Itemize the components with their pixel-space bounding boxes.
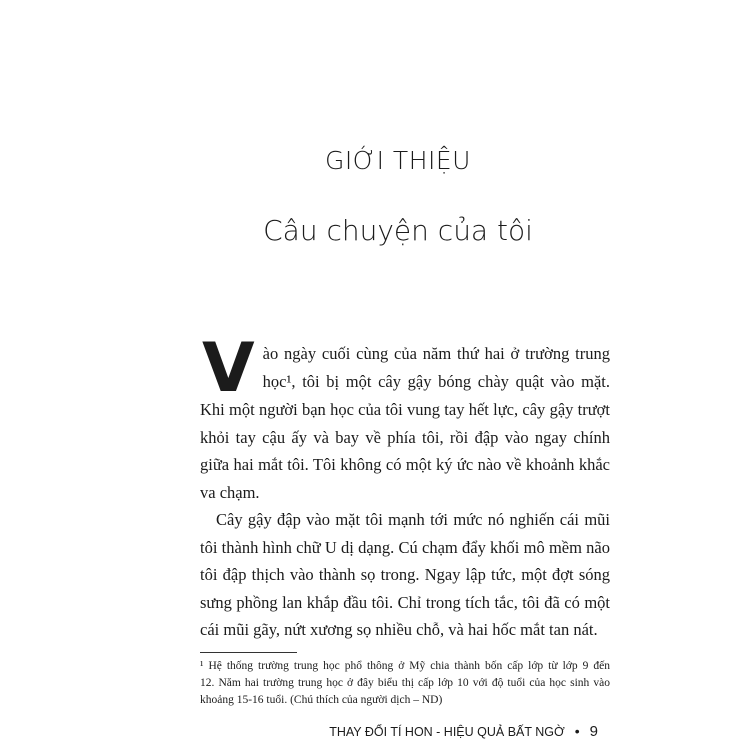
running-footer — [200, 723, 610, 740]
body-line: Cây gậy đập vào mặt tôi mạnh tới mức nó nghiến cái mũi — [216, 510, 610, 529]
drop-cap: V — [202, 329, 255, 408]
body-line: sưng phồng lan khắp đầu tôi. Chỉ trong tích tắc, tôi đã có một — [200, 592, 610, 612]
footnote-divider — [200, 652, 297, 653]
body-line: học¹, tôi bị một cây gậy bóng chày quật vào mặt. — [262, 371, 610, 391]
body-line: khỏi tay cậu ấy và bay về phía tôi, rồi đập vào ngay chính — [200, 427, 610, 447]
body-line: tôi thành hình chữ U dị dạng. Cú chạm đẩy khối mô mềm não — [200, 537, 610, 557]
body-line: tôi đập thịch vào thành sọ trong. Ngay lập tức, một đợt sóng — [200, 565, 610, 584]
page-column — [200, 329, 610, 740]
body-line: va chạm. — [200, 482, 260, 502]
footer-bullet: • — [574, 722, 580, 739]
chapter-title: GIỚI THIỆU — [325, 146, 471, 175]
body-line: ào ngày cuối cùng của năm thứ hai ở trường trung — [262, 344, 610, 363]
footnote — [200, 658, 610, 709]
body-line: Khi một người bạn học của tôi vung tay hết lực, cây gậy trượt — [200, 400, 610, 419]
body-line: giữa hai mắt tôi. Tôi không có một ký ức nào về khoảnh khắc — [200, 455, 610, 474]
body-line: cái mũi gãy, nứt xương sọ nhiều chỗ, và hai hốc mắt tan nát. — [200, 620, 598, 639]
footnote-line: ¹ Hệ thống trường trung học phổ thông ở Mỹ chia thành bốn cấp lớp từ lớp 9 đến — [200, 659, 610, 672]
footnote-line: 12. Năm hai trường trung học ở đây biểu thị cấp lớp 10 với độ tuổi của học sinh vào — [200, 676, 610, 689]
chapter-subtitle: Câu chuyện của tôi — [263, 214, 533, 247]
page-number: 9 — [589, 722, 598, 740]
body-text — [200, 329, 610, 644]
running-footer-title: THAY ĐỔI TÍ HON - HIỆU QUẢ BẤT NGỜ — [329, 724, 565, 739]
footnote-line: khoảng 15-16 tuổi. (Chú thích của người dịch – ND) — [200, 693, 443, 706]
